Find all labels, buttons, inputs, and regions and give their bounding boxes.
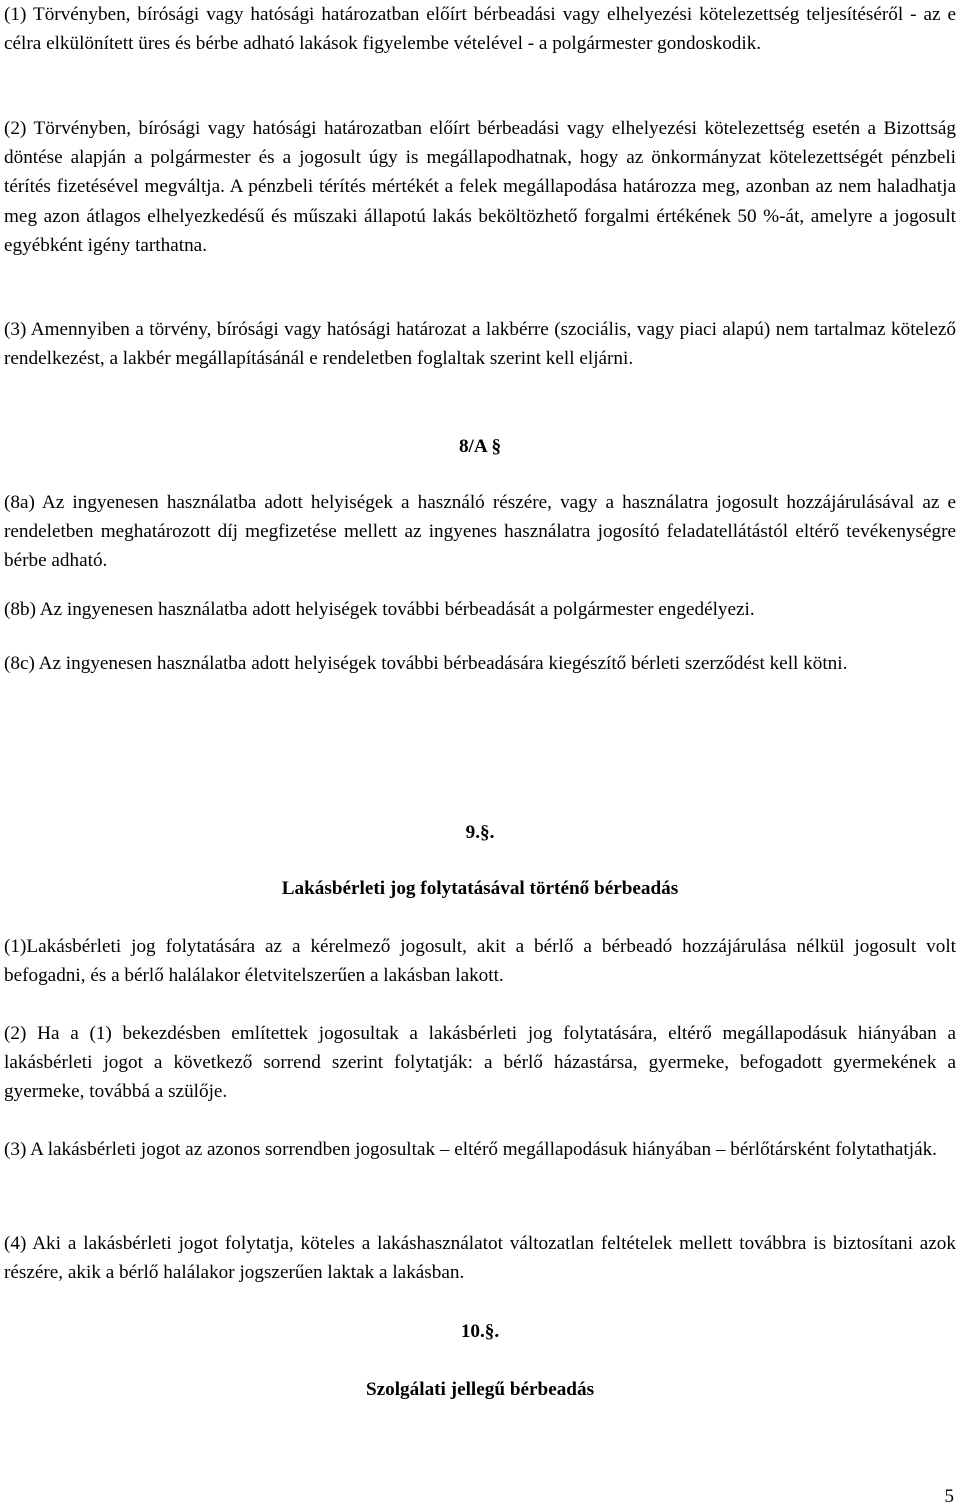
paragraph-1: (1) Törvényben, bírósági vagy hatósági határozatban előírt bérbeadási vagy elhelyezési kötelezettség teljesítéséről - az e célra elkülönített üres és bérbe adható lakások figyelembe vételével - a polgármester gondoskodik. bbox=[4, 4, 956, 55]
paragraph-9-3: (3) A lakásbérleti jogot az azonos sorrendben jogosultak – eltérő megállapodásuk hiányában – bérlőtársként folytathatják. bbox=[4, 1139, 937, 1160]
section-8a-heading: 8/A § bbox=[458, 436, 502, 457]
paragraph-8a: (8a) Az ingyenesen használatba adott helyiségek a használó részére, vagy a használatra jogosult hozzájárulásával az e rendeletben meghatározott díj megfizetése mellett az ingyenes használatra jogosító feladatellátástól eltérő tevékenységre bérbe adható. bbox=[4, 492, 956, 572]
page-number: 5 bbox=[944, 1486, 954, 1507]
paragraph-9-4: (4) Aki a lakásbérleti jogot folytatja, köteles a lakáshasználatot változatlan feltételek mellett továbbra is biztosítani azok részére, akik a bérlő halálakor jogszerűen laktak a lakásban. bbox=[4, 1233, 956, 1284]
section-9-heading: 9.§. bbox=[465, 822, 495, 843]
section-10-heading: 10.§. bbox=[460, 1321, 500, 1342]
section-10-title: Szolgálati jellegű bérbeadás bbox=[365, 1379, 595, 1400]
paragraph-8c: (8c) Az ingyenesen használatba adott helyiségek további bérbeadására kiegészítő bérleti szerződést kell kötni. bbox=[4, 653, 848, 674]
paragraph-2: (2) Törvényben, bírósági vagy hatósági határozatban előírt bérbeadási vagy elhelyezési kötelezettség esetén a Bizottság döntése alapján a polgármester és a jogosult úgy is megállapodhatnak, hogy az önkormányzat kötelezettségét pénzbeli térítés fizetésével megváltja. A pénzbeli térítés mértékét a felek megállapodása határozza meg, azonban az nem haladhatja meg azon átlagos elhelyezkedésű és műszaki állapotú lakás beköltözhető forgalmi értékének 50 %-át, amelyre a jogosult egyébként igény tarthatna. bbox=[4, 118, 956, 256]
section-9-title: Lakásbérleti jog folytatásával történő bérbeadás bbox=[281, 878, 679, 899]
paragraph-3: (3) Amennyiben a törvény, bírósági vagy hatósági határozat a lakbérre (szociális, vagy piaci alapú) nem tartalmaz kötelező rendelkezést, a lakbér megállapításánál e rendeletben foglaltak szerint kell eljárni. bbox=[4, 319, 956, 370]
paragraph-9-2: (2) Ha a (1) bekezdésben említettek jogosultak a lakásbérleti jog folytatására, eltérő megállapodásuk hiányában a lakásbérleti jogot a következő sorrend szerint folytatják: a bérlő házastársa, gyermeke, befogadott gyermekének a gyermeke, továbbá a szülője. bbox=[4, 1023, 956, 1103]
paragraph-8b: (8b) Az ingyenesen használatba adott helyiségek további bérbeadását a polgármester engedélyezi. bbox=[4, 599, 755, 620]
paragraph-9-1: (1)Lakásbérleti jog folytatására az a kérelmező jogosult, akit a bérlő a bérbeadó hozzájárulása nélkül jogosult volt befogadni, és a bérlő halálakor életvitelszerűen a lakásban lakott. bbox=[4, 936, 956, 987]
